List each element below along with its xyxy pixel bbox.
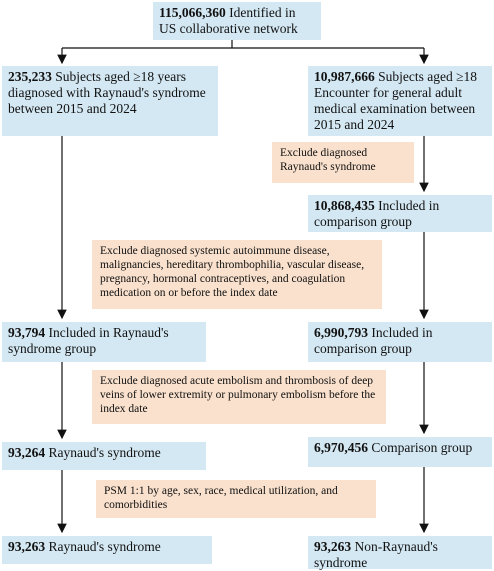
node-count: 93,263 [314,539,352,554]
node-text: Included in comparison group [314,198,440,229]
node-raynaud-subjects [2,66,218,136]
exclusion-text: Exclude diagnosed acute embolism and thrombosis of deep veins of lower extremity or pulmonary embolism before the index date [100,375,376,415]
node-count: 6,970,456 [314,440,368,455]
exclusion-raynaud [272,142,414,183]
node-count: 10,868,435 [314,198,375,213]
exclusion-text: PSM 1:1 by age, sex, race, medical utilization, and comorbidities [104,485,338,511]
exclusion-text: Exclude diagnosed Raynaud's syndrome [280,147,376,173]
exclusion-psm [96,480,376,518]
node-text: Comparison group [371,440,473,455]
node-non-raynaud-matched [308,536,492,569]
node-count: 93,264 [8,445,46,460]
node-comparison-initial [308,195,492,232]
node-raynaud-final [2,442,206,470]
node-text: Raynaud's syndrome [48,445,161,460]
node-text: Identified in US collaborative network [159,5,298,36]
node-exam-subjects [308,66,492,136]
node-text: Raynaud's syndrome [48,539,161,554]
exclusion-autoimmune [92,240,382,309]
node-text: Non-Raynaud's syndrome [314,539,438,570]
node-text: Included in Raynaud's syndrome group [8,325,169,356]
node-comparison-group [308,322,492,362]
node-text: Subjects aged ≥18 Encounter for general adult medical examination between 2015 and 2024 [314,69,478,132]
node-count: 115,066,360 [159,5,226,20]
node-count: 235,233 [8,69,52,84]
node-raynaud-group [2,322,206,362]
node-comparison-final [308,437,492,467]
exclusion-text: Exclude diagnosed systemic autoimmune disease, malignancies, hereditary thrombophilia, vascular disease, pregnancy, hormonal contraceptives, and coagulation medication on or before the index date [100,245,365,299]
node-text: Included in comparison group [314,325,433,356]
node-count: 10,987,666 [314,69,375,84]
node-count: 93,794 [8,325,46,340]
node-raynaud-matched [2,536,212,564]
node-identified [153,2,321,40]
node-count: 6,990,793 [314,325,368,340]
exclusion-embolism [92,370,386,424]
node-count: 93,263 [8,539,46,554]
node-text: Subjects aged ≥18 years diagnosed with Raynaud's syndrome between 2015 and 2024 [8,69,206,116]
